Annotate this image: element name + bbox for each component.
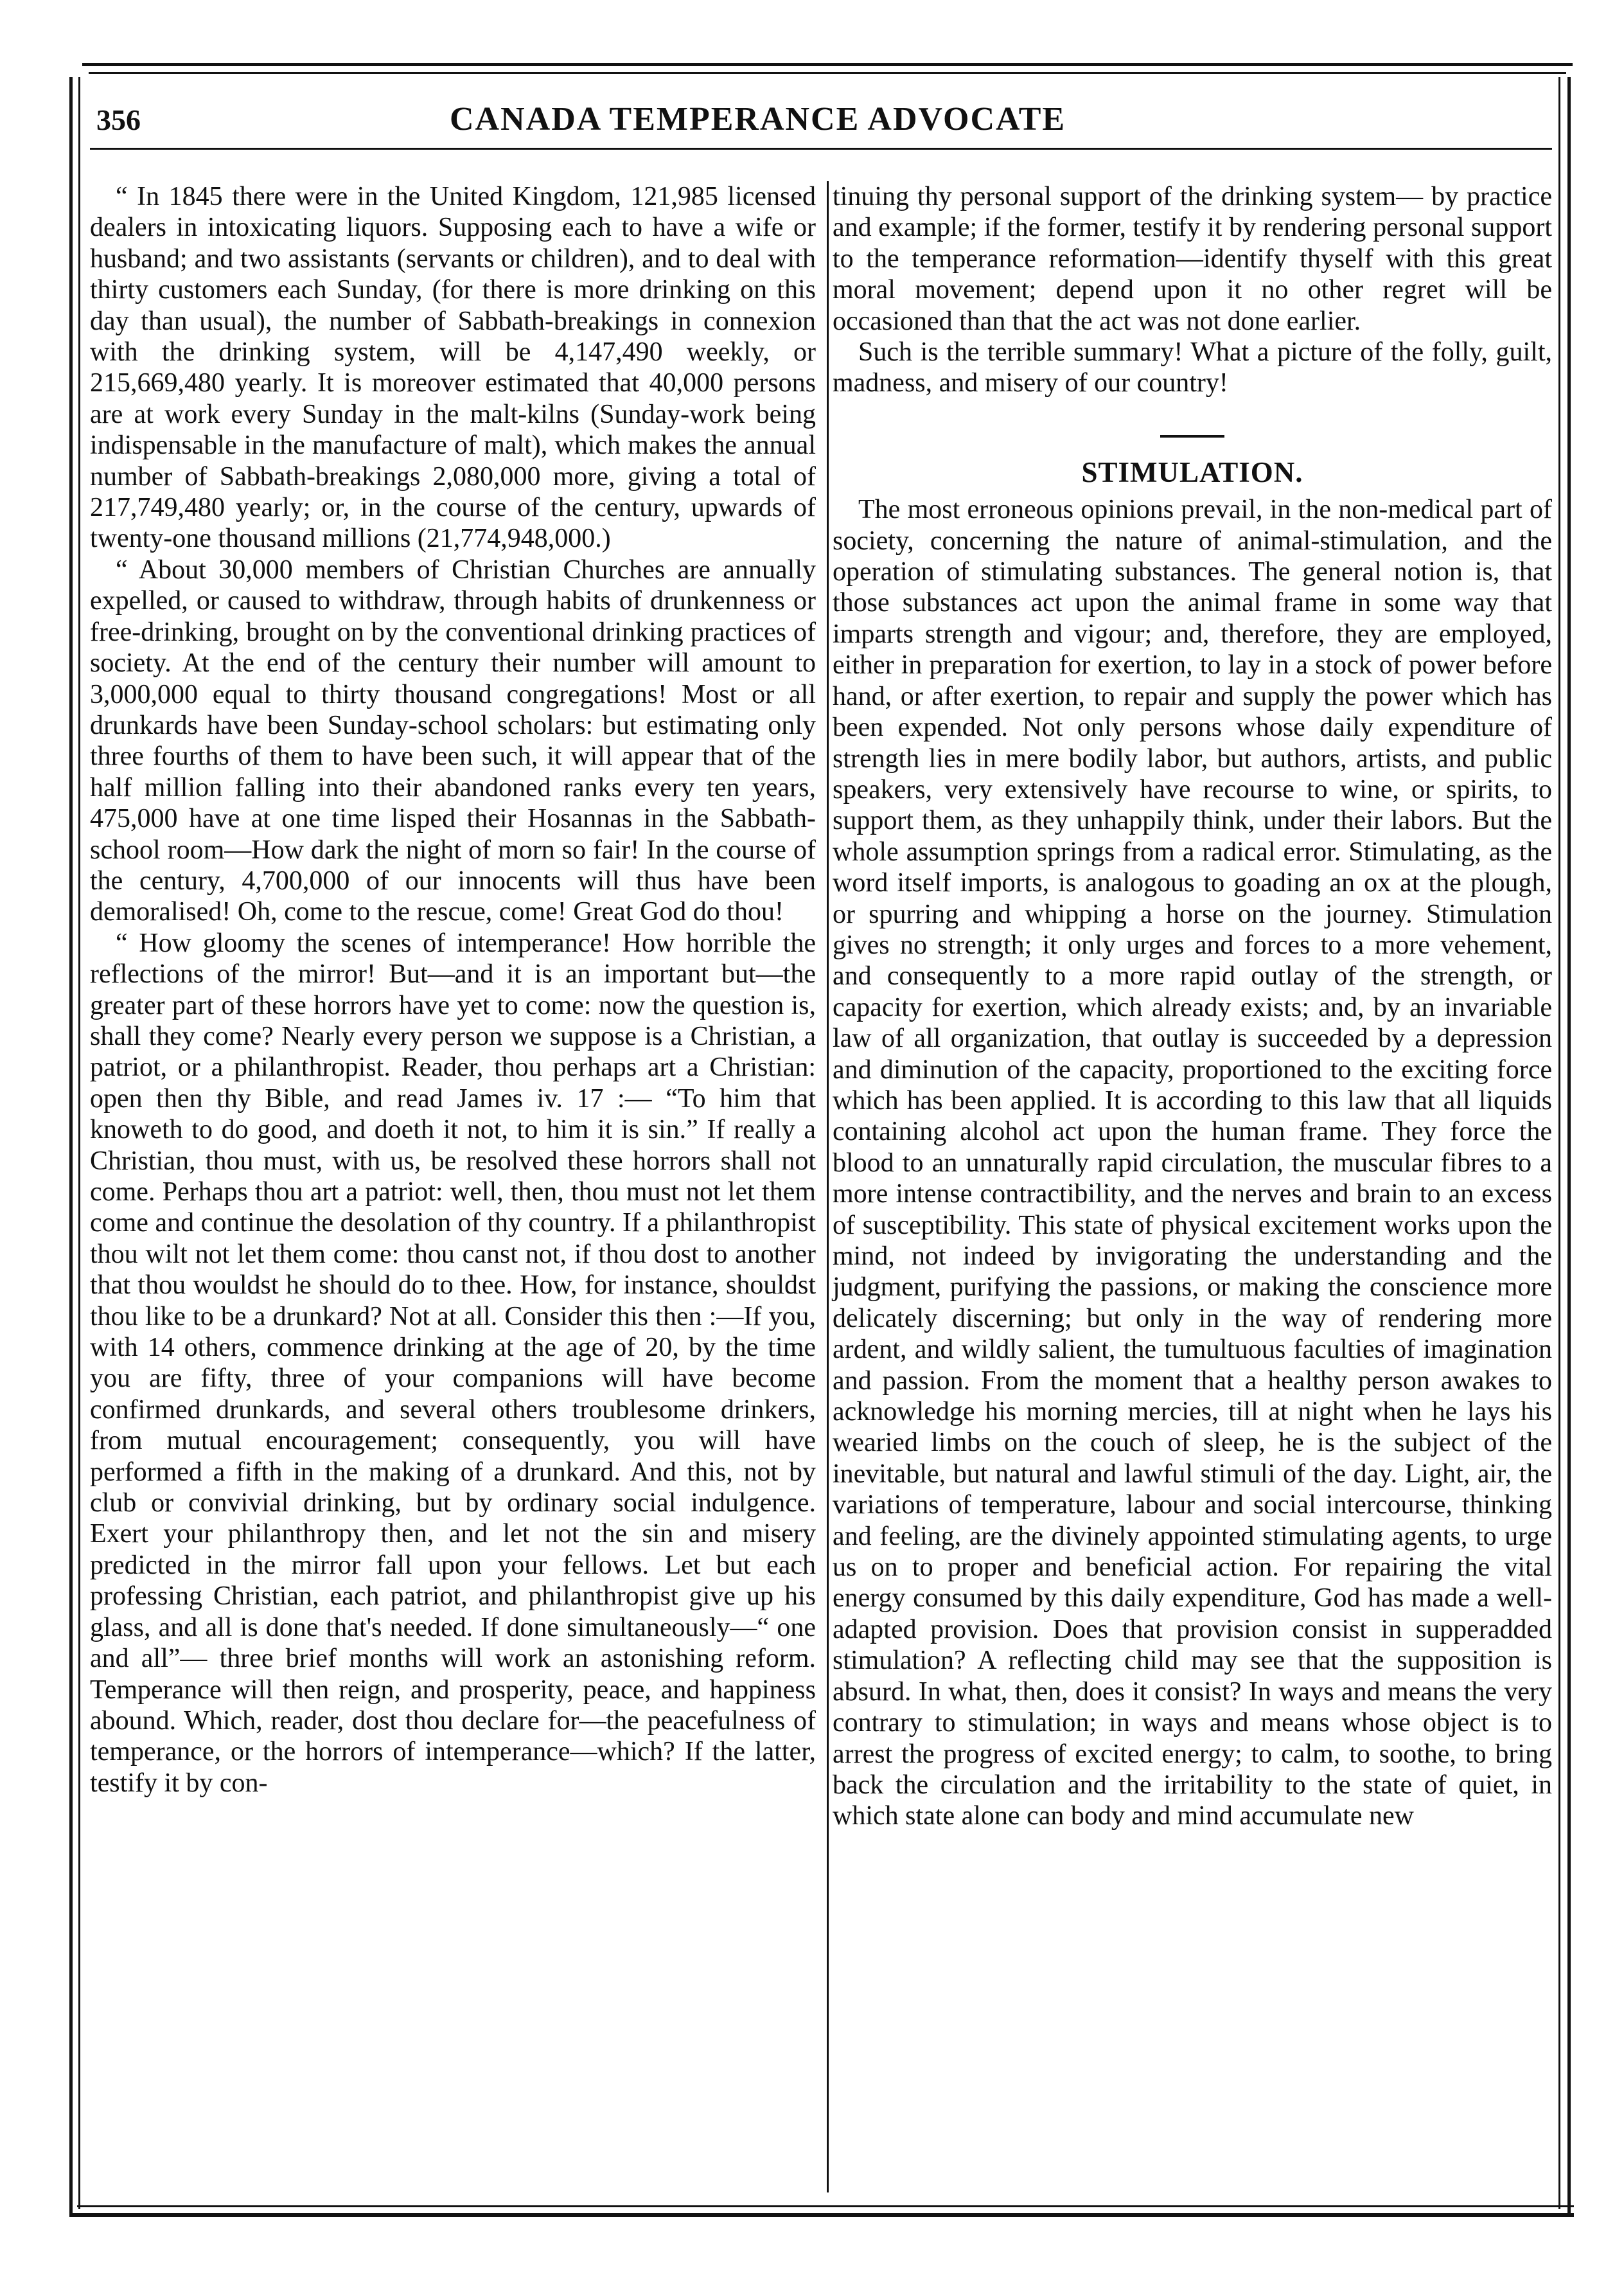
paragraph-summary: Such is the terrible summary! What a picture of the folly, guilt, madness, and misery of our country! [833, 337, 1552, 398]
paragraph-stimulation: The most erroneous opinions prevail, in the non-medical part of society, concerning the nature of animal-stimulation, and the operation of stimulating substances. The general notion is, that those substances act upon the animal frame in some way that imparts strength and vigour; and, therefore, they are employed, either in preparation for exertion, to lay in a stock of power before hand, or after exertion, to repair and supply the power which has been expended. Not only persons whose daily expenditure of strength lies in mere bodily labor, but authors, artists, and public speakers, very extensively have recourse to wine, or spirits, to support them, as they unhappily think, under their labors. But the whole assumption springs from a radical error. Stimulating, as the word itself imports, is analogous to goading an ox at the plough, or spurring and whipping a horse on the journey. Stimulation gives no strength; it only urges and forces to a more vehement, and consequently to a more rapid outlay of the strength, or capacity for exertion, which already exists; and, by an invariable law of all organization, that outlay is succeeded by a depression and diminution of the capacity, proportioned to the exciting force which has been applied. It is according to this law that all liquids containing alcohol act upon the human frame. They force the blood to an unnaturally rapid circulation, the muscular fibres to a more intense contractibility, and the nerves and brain to an excess of susceptibility. This state of physical excitement works upon the mind, not indeed by invigorating the understanding and the judgment, purifying the passions, or making the conscience more delicately discerning; but only in the way of rendering more ardent, and wildly salient, the tumultuous faculties of imagination and passion. From the moment that a healthy person awakes to acknowledge his morning mercies, till at night when he lays his wearied limbs on the couch of sleep, he is the subject of the inevitable, but natural and lawful stimuli of the day. Light, air, the variations of temperature, labour and social intercourse, thinking and feeling, are the divinely appointed stimulating agents, to urge us on to proper and beneficial action. For repairing the vital energy consumed by this daily expenditure, God has made a well-adapted provision. Does that provision consist in supperadded stimulation? A reflecting child may see that the supposition is absurd. In what, then, does it consist? In ways and means the very contrary to stimulation; in ways and means whose object is to arrest the progress of excited energy; to calm, to soothe, to bring back the circulation and the irritability to the state of quiet, in which state alone can body and mind accumulate new [833, 495, 1552, 1831]
left-border-rule [69, 77, 73, 2217]
top-border-rule [82, 63, 1573, 66]
paragraph-church-members: “ About 30,000 members of Christian Churches are annually expelled, or caused to withdraw, through habits of drunkenness or free-drinking, brought on by the conventional drinking practices of society. At the end of the century their number will amount to 3,000,000 equal to thirty thousand congregations! Most or all drunkards have been Sunday-school scholars: but estimating only three fourths of them to have been such, it will appear that of the half million falling into their abandoned ranks every ten years, 475,000 have at one time lisped their Hosannas in the Sabbath-school room—How dark the night of morn so fair! In the course of the century, 4,700,000 of our innocents will thus have been demoralised! Oh, come to the rescue, come! Great God do thou! [90, 555, 816, 927]
right-border-rule [1567, 77, 1571, 2217]
page-number: 356 [96, 103, 141, 136]
right-border-rule-inner [1558, 77, 1560, 2209]
column-divider [827, 181, 829, 2192]
running-title: CANADA TEMPERANCE ADVOCATE [450, 101, 1066, 138]
left-border-rule-inner [78, 77, 80, 2209]
top-border-rule-inner [89, 72, 1566, 74]
bottom-border-rule [71, 2213, 1574, 2217]
left-column [90, 181, 816, 1799]
paragraph-sabbath-breakings: “ In 1845 there were in the United Kingdom, 121,985 licensed dealers in intoxicating liquors. Supposing each to have a wife or husband; and two assistants (servants or children), and to deal with thirty customers each Sunday, (for there is more drinking on this day than usual), the number of Sabbath-breakings in connexion with the drinking system, will be 4,147,490 weekly, or 215,669,480 yearly. It is moreover estimated that 40,000 persons are at work every Sunday in the malt-kilns (Sunday-work being indispensable in the manufacture of malt), which makes the annual number of Sabbath-breakings 2,080,000 more, giving a total of 217,749,480 yearly; or, in the course of the century, upwards of twenty-one thousand millions (21,774,948,000.) [90, 182, 816, 554]
paragraph-continuation: tinuing thy personal support of the drinking system— by practice and example; if the former, testify it by rendering personal support to the temperance reformation—identify thyself with this great moral movement; depend upon it no other regret will be occasioned than that the act was not done earlier. [833, 182, 1552, 336]
section-separator [1160, 435, 1224, 438]
bottom-border-rule-inner [77, 2205, 1574, 2207]
right-column [833, 181, 1552, 1832]
section-heading: STIMULATION. [1081, 456, 1303, 488]
paragraph-gloomy-scenes: “ How gloomy the scenes of intemperance! How horrible the reflections of the mirror! But—and it is an important but—the greater part of these horrors have yet to come: now the question is, shall they come? Nearly every person we suppose is a Christian, a patriot, or a philanthropist. Reader, thou perhaps art a Christian: open then thy Bible, and read James iv. 17 :— “To him that knoweth to do good, and doeth it not, to him it is sin.” If really a Christian, thou must, with us, be resolved these horrors shall not come. Perhaps thou art a patriot: well, then, thou must not let them come and continue the desolation of thy country. If a philanthropist thou wilt not let them come: thou canst not, if thou dost to another that thou wouldst he should do to thee. How, for instance, shouldst thou like to be a drunkard? Not at all. Consider this then :—If you, with 14 others, commence drinking at the age of 20, by the time you are fifty, three of your companions will have become confirmed drunkards, and several others troublesome drinkers, from mutual encouragement; consequently, you will have performed a fifth in the making of a drunkard. And this, not by club or convivial drinking, but by ordinary social indulgence. Exert your philanthropy then, and let not the sin and misery predicted in the mirror fall upon your fellows. Let but each professing Christian, each patriot, and philanthropist give up his glass, and all is done that's needed. If done simultaneously—“ one and all”— three brief months will work an astonishing reform. Temperance will then reign, and prosperity, peace, and happiness abound. Which, reader, dost thou declare for—the peacefulness of temperance, or the horrors of intemperance—which? If the latter, testify it by con- [90, 928, 816, 1798]
header-divider [90, 148, 1552, 150]
